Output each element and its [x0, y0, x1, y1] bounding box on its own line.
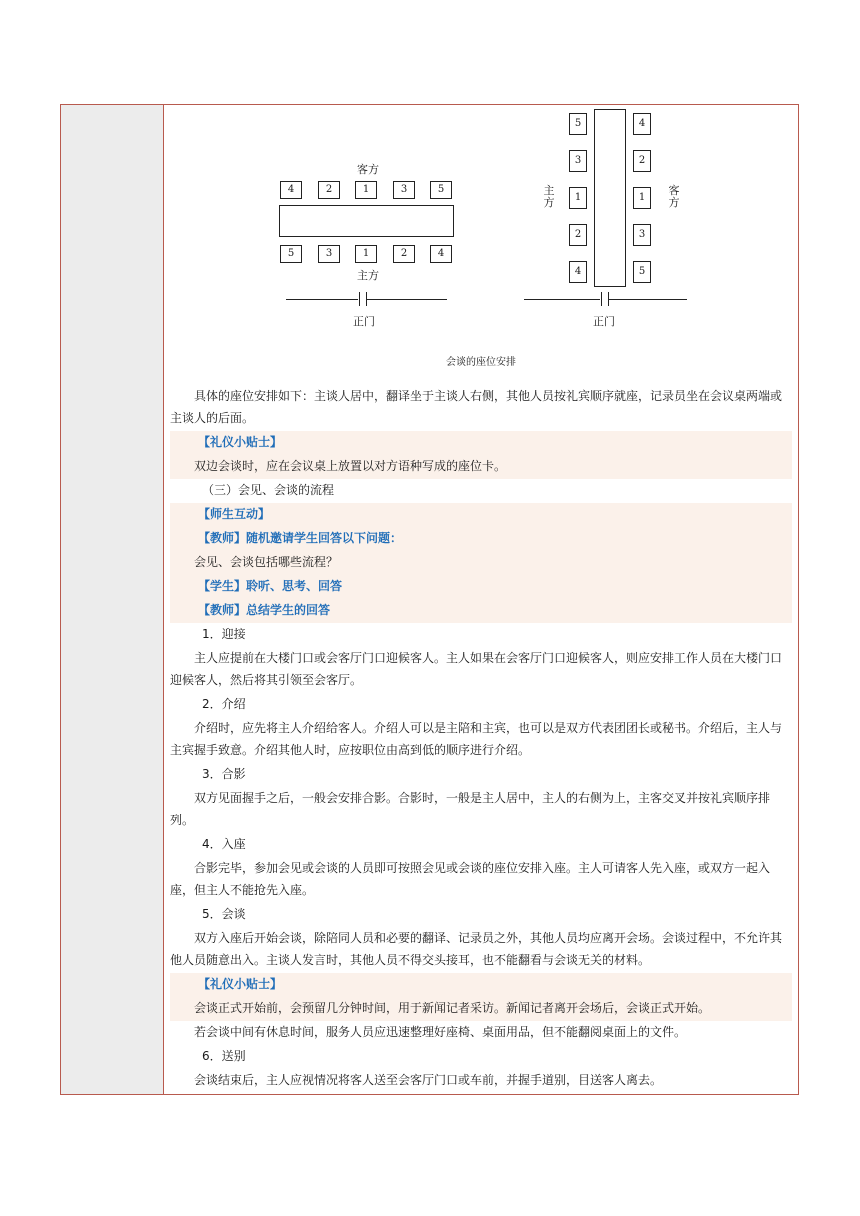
- step-heading: 6．送别: [202, 1049, 246, 1063]
- step-text: 会谈结束后，主人应视情况将客人送至会客厅门口或车前，并握手道别，目送客人离去。: [194, 1073, 663, 1087]
- door-wall: [524, 299, 600, 300]
- step-text: 双方见面握手之后，一般会安排合影。合影时，一般是主人居中，主人的右侧为上，主客交叉并按礼宾顺序排列。: [170, 791, 771, 827]
- door-wall: [609, 299, 687, 300]
- seat: 5: [569, 113, 587, 135]
- seat: 4: [280, 181, 302, 199]
- seat: 3: [569, 150, 587, 172]
- tip-heading: 【礼仪小贴士】: [198, 977, 283, 991]
- seat: 5: [280, 245, 302, 263]
- seat: 1: [633, 187, 651, 209]
- seat: 5: [430, 181, 452, 199]
- interaction-heading: 【师生互动】: [198, 507, 271, 521]
- seat: 2: [318, 181, 340, 199]
- step-heading: 4．入座: [202, 837, 246, 851]
- teacher-summary-line: 【教师】总结学生的回答: [198, 603, 331, 617]
- seat: 5: [633, 261, 651, 283]
- step-text: 双方入座后开始会谈，除陪同人员和必要的翻译、记录员之外，其他人员均应离开会场。会谈过程中，不允许其他人员随意出入。主谈人发言时，其他人员不得交头接耳，也不能翻看与会谈无关的材料。: [170, 931, 783, 967]
- seat: 1: [355, 181, 377, 199]
- seat: 4: [569, 261, 587, 283]
- left-top-label: 客方: [357, 163, 379, 176]
- seating-diagram: [164, 105, 798, 375]
- seat: 3: [318, 245, 340, 263]
- lesson-table: [60, 104, 799, 1095]
- tip-text: 会谈正式开始前，会预留几分钟时间，用于新闻记者采访。新闻记者离开会场后，会谈正式开始。: [194, 1001, 711, 1015]
- diagram-caption: 会谈的座位安排: [446, 357, 516, 368]
- left-label-column: [61, 105, 164, 1094]
- seat: 2: [633, 150, 651, 172]
- student-line: 【学生】聆听、思考、回答: [198, 579, 343, 593]
- door-wall: [367, 299, 447, 300]
- question-text: 会见、会谈包括哪些流程？: [194, 555, 339, 569]
- paragraph-seating: 具体的座位安排如下：主谈人居中，翻译坐于主谈人右侧，其他人员按礼宾顺序就座，记录员坐在会议桌两端或主谈人的后面。: [170, 389, 783, 425]
- seat: 4: [633, 113, 651, 135]
- seat: 1: [355, 245, 377, 263]
- door-wall: [286, 299, 358, 300]
- right-door-label: 正门: [593, 315, 615, 328]
- seat: 3: [393, 181, 415, 199]
- tip-heading: 【礼仪小贴士】: [198, 435, 283, 449]
- section-heading: （三）会见、会谈的流程: [202, 483, 335, 497]
- paragraph-break-time: 若会谈中间有休息时间，服务人员应迅速整理好座椅、桌面用品，但不能翻阅桌面上的文件。: [194, 1025, 687, 1039]
- seat: 4: [430, 245, 452, 263]
- left-bottom-label: 主方: [357, 269, 379, 282]
- step-text: 合影完毕，参加会见或会谈的人员即可按照会见或会谈的座位安排入座。主人可请客人先入座，或双方一起入座，但主人不能抢先入座。: [170, 861, 771, 897]
- meeting-table-vertical: [594, 109, 626, 287]
- teacher-line: 【教师】随机邀请学生回答以下问题：: [198, 531, 403, 545]
- step-heading: 5．会谈: [202, 907, 246, 921]
- tip-text: 双边会谈时，应在会议桌上放置以对方语种写成的座位卡。: [194, 459, 507, 473]
- step-heading: 3．合影: [202, 767, 246, 781]
- door-post: [601, 292, 602, 306]
- right-right-label: 客方: [668, 184, 680, 209]
- content-cell: [164, 105, 798, 1094]
- seat: 3: [633, 224, 651, 246]
- step-heading: 1．迎接: [202, 627, 246, 641]
- left-door-label: 正门: [353, 315, 375, 328]
- seat: 2: [393, 245, 415, 263]
- right-left-label: 主方: [543, 184, 555, 209]
- step-text: 主人应提前在大楼门口或会客厅门口迎候客人。主人如果在会客厅门口迎候客人，则应安排工作人员在大楼门口迎候客人，然后将其引领至会客厅。: [170, 651, 783, 687]
- seat: 1: [569, 187, 587, 209]
- door-post: [359, 292, 360, 306]
- meeting-table-horizontal: [279, 205, 454, 237]
- step-heading: 2．介绍: [202, 697, 246, 711]
- step-text: 介绍时，应先将主人介绍给客人。介绍人可以是主陪和主宾，也可以是双方代表团团长或秘书。介绍后，主人与主宾握手致意。介绍其他人时，应按职位由高到低的顺序进行介绍。: [170, 721, 783, 757]
- seat: 2: [569, 224, 587, 246]
